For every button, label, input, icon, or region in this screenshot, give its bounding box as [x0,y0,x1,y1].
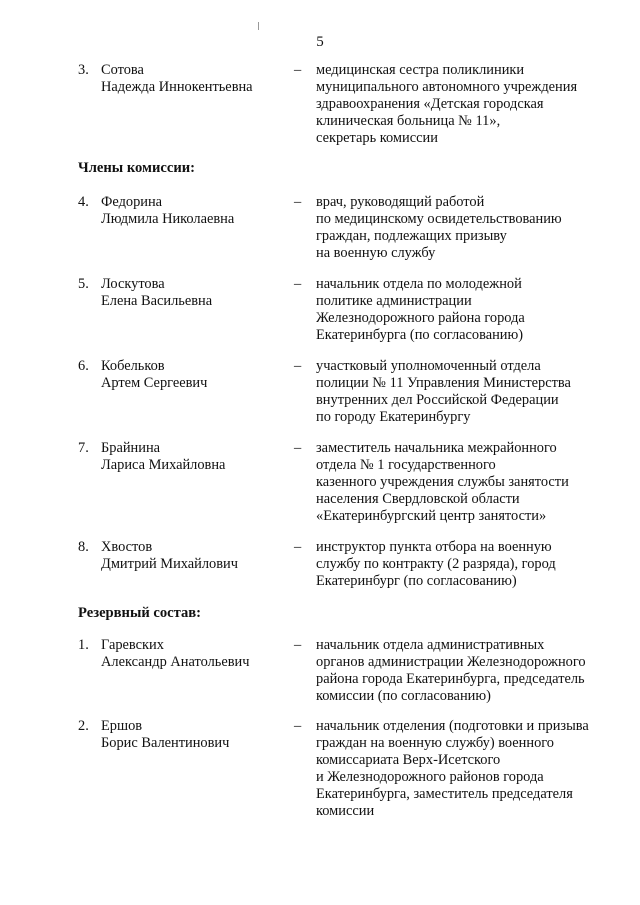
entry-description-line: полиции № 11 Управления Министерства [316,375,571,391]
entry-given-names: Артем Сергеевич [101,375,208,391]
entry-description-line: населения Свердловской области [316,491,520,507]
entry-given-names: Лариса Михайловна [101,457,226,473]
entry-description-line: Екатеринбурга, заместитель председателя [316,786,573,802]
entry-surname: Кобельков [101,358,165,374]
entry-number: 6. [78,358,89,374]
entry-given-names: Борис Валентинович [101,735,230,751]
page-number: 5 [316,34,324,50]
entry-description-line: Екатеринбурга (по согласованию) [316,327,524,343]
members-heading: Члены комиссии: [78,160,196,176]
entry-description-line: комиссии (по согласованию) [316,688,491,704]
entry-description-line: «Екатеринбургский центр занятости» [316,508,547,524]
entry-description-line: и Железнодорожного районов города [316,769,544,785]
entry-description-line: политике администрации [316,293,472,309]
entry-surname: Брайнина [101,440,161,456]
entry-description-line: начальник отделения (подготовки и призыва [316,718,589,734]
entry-dash: – [294,358,302,374]
entry-description-line: Екатеринбург (по согласованию) [316,573,517,589]
entry-description-line: внутренних дел Российской Федерации [316,392,559,408]
entry-description-line: начальник отдела административных [316,637,545,653]
entry-dash: – [294,62,302,78]
entry-description-line: казенного учреждения службы занятости [316,474,569,490]
entry-dash: – [294,539,302,555]
entry-surname: Сотова [101,62,144,78]
entry-surname: Лоскутова [101,276,165,292]
entry-dash: – [294,718,302,734]
entry-dash: – [294,637,302,653]
entry-description-line: граждан на военную службу) военного [316,735,554,751]
entry-surname: Хвостов [101,539,153,555]
entry-given-names: Людмила Николаевна [101,211,235,227]
entry-dash: – [294,194,302,210]
entry-description-line: граждан, подлежащих призыву [316,228,507,244]
entry-number: 5. [78,276,89,292]
entry-description-line: заместитель начальника межрайонного [316,440,557,456]
entry-description-line: секретарь комиссии [316,130,438,146]
entry-number: 3. [78,62,89,78]
entry-description-line: по городу Екатеринбургу [316,409,471,425]
entry-description-line: Железнодорожного района города [316,310,525,326]
entry-surname: Гаревских [101,637,164,653]
entry-description-line: на военную службу [316,245,436,261]
entry-given-names: Александр Анатольевич [101,654,250,670]
entry-description-line: комиссии [316,803,375,819]
entry-given-names: Елена Васильевна [101,293,213,309]
entry-surname: Ершов [101,718,143,734]
entry-description-line: клиническая больница № 11», [316,113,501,129]
entry-description-line: медицинская сестра поликлиники [316,62,525,78]
entry-description-line: по медицинскому освидетельствованию [316,211,562,227]
entry-description-line: муниципального автономного учреждения [316,79,578,95]
entry-description-line: врач, руководящий работой [316,194,485,210]
entry-description-line: отдела № 1 государственного [316,457,496,473]
entry-number: 7. [78,440,89,456]
entry-description-line: органов администрации Железнодорожного [316,654,586,670]
entry-description-line: службу по контракту (2 разряда), город [316,556,556,572]
entry-number: 1. [78,637,89,653]
entry-dash: – [294,276,302,292]
entry-given-names: Дмитрий Михайлович [101,556,238,572]
entry-number: 2. [78,718,89,734]
entry-description-line: участковый уполномоченный отдела [316,358,541,374]
entry-number: 4. [78,194,89,210]
scan-mark [258,22,259,30]
entry-number: 8. [78,539,89,555]
entry-description-line: инструктор пункта отбора на военную [316,539,552,555]
entry-surname: Федорина [101,194,163,210]
entry-description-line: начальник отдела по молодежной [316,276,522,292]
entry-given-names: Надежда Иннокентьевна [101,79,253,95]
reserve-heading: Резервный состав: [78,605,202,621]
entry-description-line: здравоохранения «Детская городская [316,96,544,112]
entry-description-line: района города Екатеринбурга, председатель [316,671,585,687]
entry-dash: – [294,440,302,456]
entry-description-line: комиссариата Верх-Исетского [316,752,501,768]
